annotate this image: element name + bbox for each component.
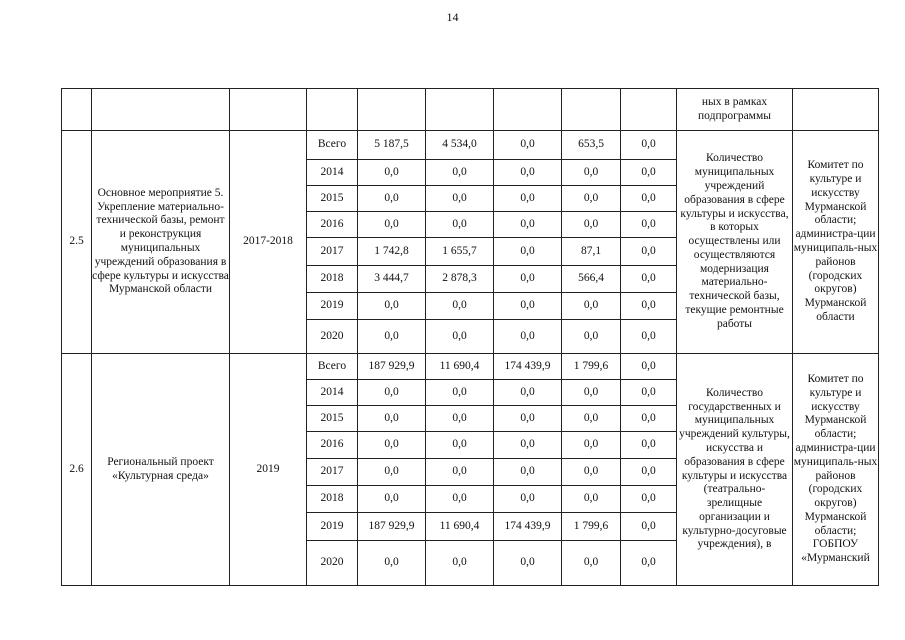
value-total: 187 929,9 bbox=[358, 354, 426, 380]
section-number: 2.5 bbox=[62, 131, 92, 354]
year-cell: 2018 bbox=[307, 486, 358, 513]
year-cell: Всего bbox=[307, 354, 358, 380]
value-federal: 0,0 bbox=[494, 186, 562, 212]
page-number: 14 bbox=[446, 10, 459, 24]
value-federal: 174 439,9 bbox=[494, 513, 562, 541]
value-federal: 0,0 bbox=[494, 432, 562, 459]
value-local: 0,0 bbox=[562, 212, 621, 238]
cell-empty bbox=[230, 89, 307, 131]
value-total: 0,0 bbox=[358, 186, 426, 212]
value-other: 0,0 bbox=[621, 513, 677, 541]
value-total: 0,0 bbox=[358, 459, 426, 486]
value-other: 0,0 bbox=[621, 406, 677, 432]
section-indicator: Количество муниципальных учреждений образования в сфере культуры и искусства, в которых осуществлены или осуществляются модернизация материально-технической базы, текущие ремонтные работы bbox=[677, 131, 793, 354]
value-regional: 1 655,7 bbox=[426, 238, 494, 266]
value-regional: 0,0 bbox=[426, 293, 494, 320]
value-local: 566,4 bbox=[562, 266, 621, 293]
value-federal: 0,0 bbox=[494, 160, 562, 186]
value-local: 0,0 bbox=[562, 293, 621, 320]
value-regional: 0,0 bbox=[426, 541, 494, 586]
year-cell: 2014 bbox=[307, 380, 358, 406]
year-cell: 2019 bbox=[307, 513, 358, 541]
value-other: 0,0 bbox=[621, 541, 677, 586]
value-other: 0,0 bbox=[621, 486, 677, 513]
value-regional: 0,0 bbox=[426, 186, 494, 212]
section-name: Основное мероприятие 5. Укрепление материально-технической базы, ремонт и реконструкция муниципальных учреждений образования в сфере культуры и искусства Мурманской области bbox=[92, 131, 230, 354]
value-other: 0,0 bbox=[621, 266, 677, 293]
section-executor: Комитет по культуре и искусству Мурманской области; администра-ции муниципаль-ных районов (городских округов) Мурманской области; ГОБПОУ «Мурманский bbox=[793, 354, 879, 586]
value-other: 0,0 bbox=[621, 212, 677, 238]
value-other: 0,0 bbox=[621, 293, 677, 320]
cell-empty bbox=[307, 89, 358, 131]
year-cell: Всего bbox=[307, 131, 358, 160]
value-local: 1 799,6 bbox=[562, 354, 621, 380]
value-other: 0,0 bbox=[621, 432, 677, 459]
year-cell: 2017 bbox=[307, 459, 358, 486]
value-federal: 0,0 bbox=[494, 406, 562, 432]
value-other: 0,0 bbox=[621, 380, 677, 406]
value-regional: 2 878,3 bbox=[426, 266, 494, 293]
value-regional: 11 690,4 bbox=[426, 354, 494, 380]
value-total: 0,0 bbox=[358, 293, 426, 320]
value-federal: 0,0 bbox=[494, 486, 562, 513]
value-regional: 0,0 bbox=[426, 406, 494, 432]
year-cell: 2020 bbox=[307, 320, 358, 354]
year-cell: 2015 bbox=[307, 406, 358, 432]
value-total: 0,0 bbox=[358, 432, 426, 459]
cell-empty bbox=[358, 89, 426, 131]
program-table bbox=[61, 88, 879, 586]
value-federal: 0,0 bbox=[494, 238, 562, 266]
year-cell: 2019 bbox=[307, 293, 358, 320]
cell-empty bbox=[426, 89, 494, 131]
value-local: 0,0 bbox=[562, 160, 621, 186]
year-cell: 2015 bbox=[307, 186, 358, 212]
table-row bbox=[62, 131, 879, 160]
value-federal: 0,0 bbox=[494, 131, 562, 160]
value-total: 0,0 bbox=[358, 380, 426, 406]
value-other: 0,0 bbox=[621, 320, 677, 354]
continuation-row bbox=[62, 89, 879, 131]
value-total: 0,0 bbox=[358, 486, 426, 513]
value-total: 1 742,8 bbox=[358, 238, 426, 266]
value-other: 0,0 bbox=[621, 131, 677, 160]
value-regional: 4 534,0 bbox=[426, 131, 494, 160]
value-local: 653,5 bbox=[562, 131, 621, 160]
value-regional: 0,0 bbox=[426, 160, 494, 186]
cell-empty bbox=[793, 89, 879, 131]
indicator-continuation: ных в рамках подпрограммы bbox=[677, 89, 793, 131]
value-local: 0,0 bbox=[562, 406, 621, 432]
section-period: 2017-2018 bbox=[230, 131, 307, 354]
value-regional: 0,0 bbox=[426, 320, 494, 354]
value-regional: 0,0 bbox=[426, 486, 494, 513]
section-period: 2019 bbox=[230, 354, 307, 586]
value-regional: 11 690,4 bbox=[426, 513, 494, 541]
value-total: 0,0 bbox=[358, 541, 426, 586]
value-federal: 0,0 bbox=[494, 459, 562, 486]
value-total: 0,0 bbox=[358, 212, 426, 238]
value-federal: 0,0 bbox=[494, 541, 562, 586]
section-indicator: Количество государственных и муниципальных учреждений культуры, искусства и образования в сфере культуры и искусства (театрально-зрелищные организации и культурно-досуговые учреждения), в bbox=[677, 354, 793, 586]
value-other: 0,0 bbox=[621, 238, 677, 266]
cell-empty bbox=[621, 89, 677, 131]
value-local: 0,0 bbox=[562, 541, 621, 586]
value-federal: 174 439,9 bbox=[494, 354, 562, 380]
year-cell: 2017 bbox=[307, 238, 358, 266]
value-local: 0,0 bbox=[562, 186, 621, 212]
value-other: 0,0 bbox=[621, 354, 677, 380]
value-local: 0,0 bbox=[562, 459, 621, 486]
year-cell: 2016 bbox=[307, 432, 358, 459]
cell-empty bbox=[62, 89, 92, 131]
value-local: 0,0 bbox=[562, 486, 621, 513]
value-local: 0,0 bbox=[562, 380, 621, 406]
cell-empty bbox=[562, 89, 621, 131]
cell-empty bbox=[92, 89, 230, 131]
value-local: 0,0 bbox=[562, 432, 621, 459]
year-cell: 2018 bbox=[307, 266, 358, 293]
table-row bbox=[62, 354, 879, 380]
value-local: 1 799,6 bbox=[562, 513, 621, 541]
value-total: 5 187,5 bbox=[358, 131, 426, 160]
value-regional: 0,0 bbox=[426, 432, 494, 459]
value-total: 0,0 bbox=[358, 406, 426, 432]
value-other: 0,0 bbox=[621, 186, 677, 212]
value-other: 0,0 bbox=[621, 459, 677, 486]
value-total: 3 444,7 bbox=[358, 266, 426, 293]
value-regional: 0,0 bbox=[426, 212, 494, 238]
value-federal: 0,0 bbox=[494, 380, 562, 406]
section-name: Региональный проект «Культурная среда» bbox=[92, 354, 230, 586]
year-cell: 2014 bbox=[307, 160, 358, 186]
value-federal: 0,0 bbox=[494, 320, 562, 354]
value-federal: 0,0 bbox=[494, 266, 562, 293]
cell-empty bbox=[494, 89, 562, 131]
section-number: 2.6 bbox=[62, 354, 92, 586]
year-cell: 2016 bbox=[307, 212, 358, 238]
value-regional: 0,0 bbox=[426, 459, 494, 486]
value-other: 0,0 bbox=[621, 160, 677, 186]
value-federal: 0,0 bbox=[494, 293, 562, 320]
section-executor: Комитет по культуре и искусству Мурманской области; администра-ции муниципаль-ных районов (городских округов) Мурманской области bbox=[793, 131, 879, 354]
value-regional: 0,0 bbox=[426, 380, 494, 406]
year-cell: 2020 bbox=[307, 541, 358, 586]
value-local: 87,1 bbox=[562, 238, 621, 266]
value-federal: 0,0 bbox=[494, 212, 562, 238]
value-local: 0,0 bbox=[562, 320, 621, 354]
value-total: 187 929,9 bbox=[358, 513, 426, 541]
value-total: 0,0 bbox=[358, 320, 426, 354]
value-total: 0,0 bbox=[358, 160, 426, 186]
